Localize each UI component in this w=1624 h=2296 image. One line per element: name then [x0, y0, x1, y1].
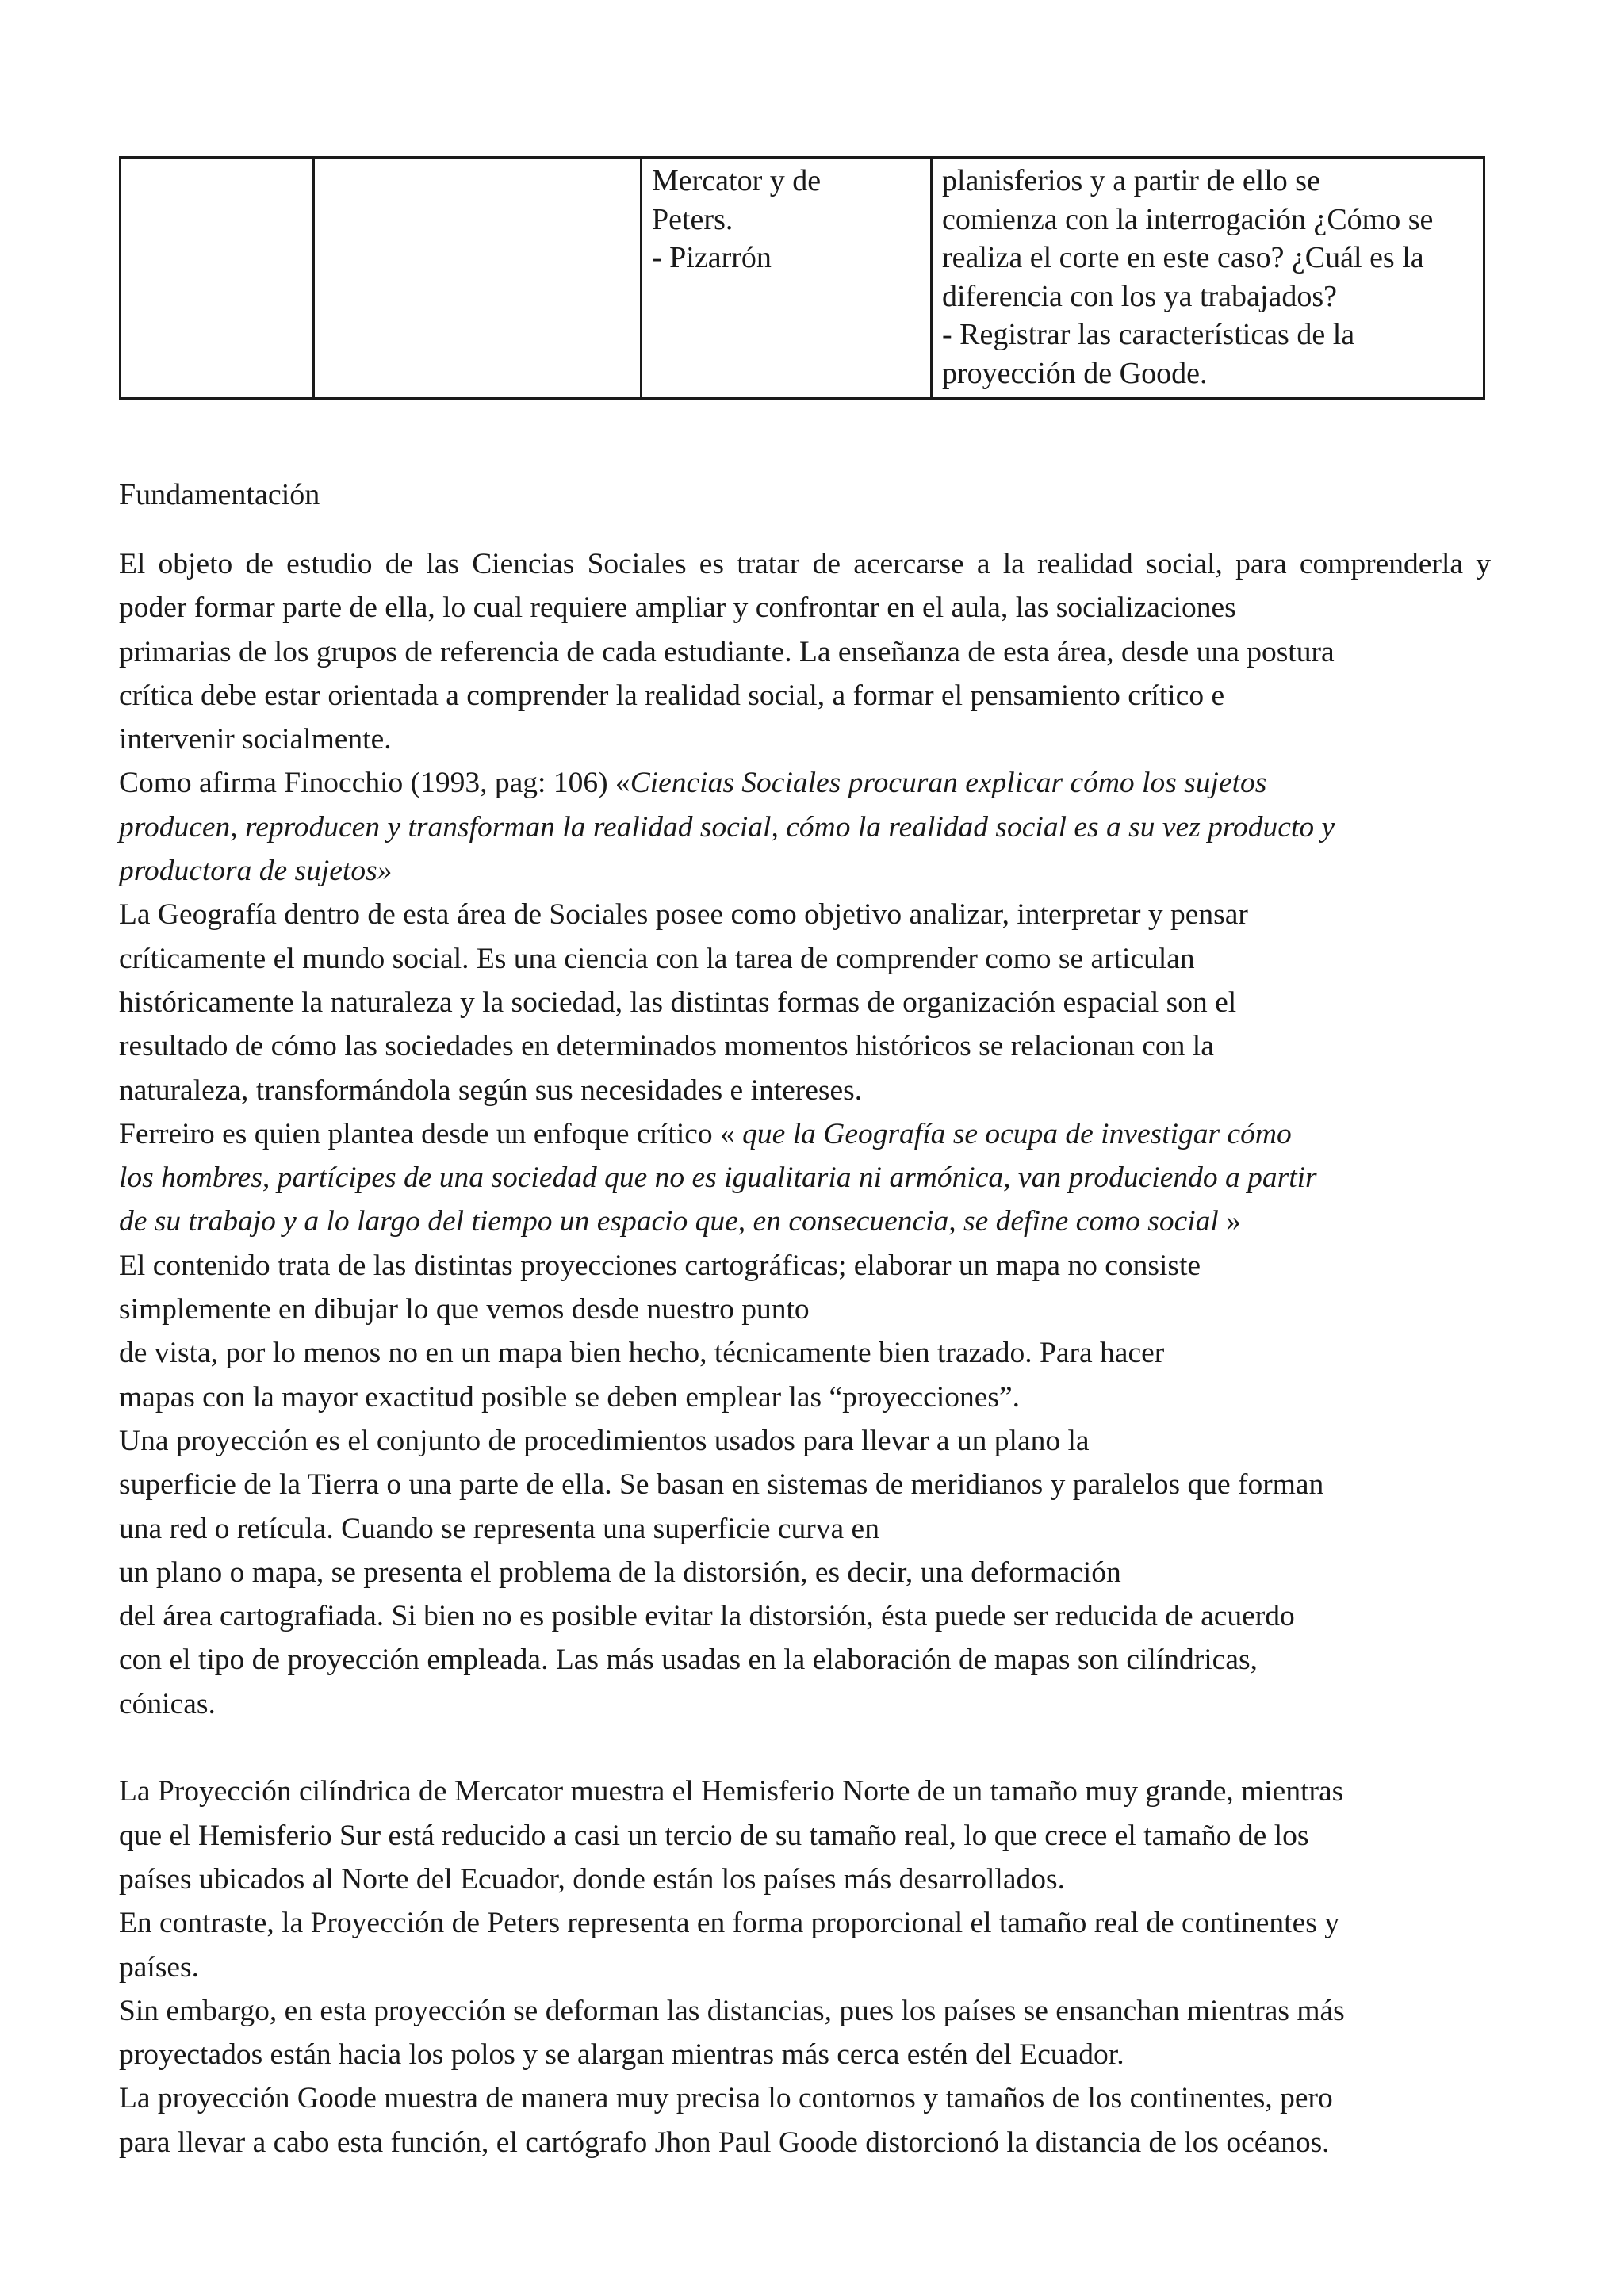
cell-line: Mercator y de — [652, 164, 822, 197]
text-line: intervenir socialmente. — [119, 723, 392, 756]
text-line: históricamente la naturaleza y la sociedad, las distintas formas de organización espacial son el — [119, 985, 1237, 1019]
paragraph-geografia — [119, 893, 1491, 1112]
table-row — [121, 158, 1484, 399]
quote-intro: Ferreiro es quien plantea desde un enfoque crítico « — [119, 1117, 743, 1150]
cell-line: realiza el corte en este caso? ¿Cuál es la — [942, 241, 1424, 274]
text-line: La Geografía dentro de esta área de Sociales posee como objetivo analizar, interpretar y pensar — [119, 898, 1248, 932]
text-line: Una proyección es el conjunto de procedimientos usados para llevar a un plano la — [119, 1424, 1090, 1457]
text-line: del área cartografiada. Si bien no es posible evitar la distorsión, ésta puede ser reducida de acuerdo — [119, 1600, 1295, 1633]
quote-text: de su trabajo y a lo largo del tiempo un espacio que, en consecuencia, se define como social — [119, 1205, 1227, 1238]
text-line: críticamente el mundo social. Es una ciencia con la tarea de comprender como se articulan — [119, 942, 1195, 975]
cell-line: Peters. — [652, 202, 733, 236]
text-line: mapas con la mayor exactitud posible se deben emplear las “proyecciones”. — [119, 1380, 1021, 1414]
text-line: Sin embargo, en esta proyección se deforman las distancias, pues los países se ensanchan mientras más — [119, 1994, 1345, 2027]
text-line — [119, 849, 1491, 893]
paragraph-proyecciones — [119, 1244, 1491, 1726]
text-line: La Proyección cilíndrica de Mercator muestra el Hemisferio Norte de un tamaño muy grande, mientras — [119, 1775, 1344, 1808]
text-line: primarias de los grupos de referencia de cada estudiante. La enseñanza de esta área, desde una postura — [119, 635, 1335, 668]
table-cell-empty-1 — [121, 158, 314, 399]
text-line — [119, 806, 1491, 849]
text-line: La proyección Goode muestra de manera muy precisa lo contornos y tamaños de los continentes, pero — [119, 2082, 1333, 2115]
text-line — [119, 761, 1491, 805]
quote-text: que la Geografía se ocupa de investigar cómo — [742, 1117, 1292, 1150]
cell-line: planisferios y a partir de ello se — [942, 164, 1320, 197]
text-line: cónicas. — [119, 1687, 216, 1720]
text-line: una red o retícula. Cuando se representa una superficie curva en — [119, 1512, 879, 1545]
paragraph-objeto — [119, 542, 1491, 761]
cell-line: diferencia con los ya trabajados? — [942, 279, 1337, 313]
quote-text: los hombres, partícipes de una sociedad que no es igualitaria ni armónica, van produciendo a partir — [119, 1161, 1317, 1195]
text-line: con el tipo de proyección empleada. Las más usadas en la elaboración de mapas son cilíndricas, — [119, 1644, 1258, 1677]
section-heading: Fundamentación — [119, 478, 320, 511]
cell-line: comienza con la interrogación ¿Cómo se — [942, 202, 1434, 236]
planning-table — [119, 156, 1485, 400]
text-line: El contenido trata de las distintas proyecciones cartográficas; elaborar un mapa no consiste — [119, 1249, 1201, 1282]
cell-line: proyección de Goode. — [942, 356, 1208, 390]
text-line: El objeto de estudio de las Ciencias Sociales es tratar de acercarse a la realidad social, para comprenderla y — [119, 548, 1491, 580]
paragraph-gap — [119, 1726, 1491, 1770]
text-line: un plano o mapa, se presenta el problema de la distorsión, es decir, una deformación — [119, 1556, 1121, 1589]
cell-line: - Pizarrón — [652, 241, 772, 274]
text-line: superficie de la Tierra o una parte de ella. Se basan en sistemas de meridianos y paralelos que forman — [119, 1468, 1324, 1502]
table-cell-empty-2 — [314, 158, 642, 399]
text-line: naturaleza, transformándola según sus necesidades e intereses. — [119, 1073, 863, 1107]
text-line: que el Hemisferio Sur está reducido a casi un tercio de su tamaño real, lo que crece el tamaño de los — [119, 1819, 1309, 1852]
text-line — [119, 1156, 1491, 1200]
quote-finocchio — [119, 761, 1491, 893]
paragraph-mercator-peters-goode — [119, 1770, 1491, 2164]
text-line: poder formar parte de ella, lo cual requiere ampliar y confrontar en el aula, las socializaciones — [119, 591, 1236, 625]
text-line: de vista, por lo menos no en un mapa bien hecho, técnicamente bien trazado. Para hacer — [119, 1337, 1165, 1370]
quote-intro: Como afirma Finocchio (1993, pag: 106) « — [119, 767, 630, 800]
text-line — [119, 1112, 1491, 1156]
cell-line: - Registrar las características de la — [942, 318, 1355, 351]
text-line: países ubicados al Norte del Ecuador, donde están los países más desarrollados. — [119, 1862, 1065, 1896]
body-text — [119, 542, 1491, 2164]
quote-text: productora de sujetos» — [119, 855, 393, 888]
quote-text: producen, reproducen y transforman la realidad social, cómo la realidad social es a su vez producto y — [119, 810, 1335, 844]
quote-close: » — [1226, 1205, 1241, 1238]
table-cell-activities — [932, 158, 1484, 399]
text-line: resultado de cómo las sociedades en determinados momentos históricos se relacionan con la — [119, 1030, 1214, 1063]
text-line: En contraste, la Proyección de Peters representa en forma proporcional el tamaño real de continentes y — [119, 1907, 1339, 1940]
text-line: para llevar a cabo esta función, el cartógrafo Jhon Paul Goode distorcionó la distancia de los océanos. — [119, 2126, 1330, 2159]
text-line: países. — [119, 1950, 200, 1984]
text-line: proyectados están hacia los polos y se alargan mientras más cerca estén del Ecuador. — [119, 2038, 1124, 2072]
text-line: simplemente en dibujar lo que vemos desde nuestro punto — [119, 1293, 810, 1326]
quote-ferreiro — [119, 1112, 1491, 1244]
text-line — [119, 1200, 1491, 1243]
quote-text: Ciencias Sociales procuran explicar cómo los sujetos — [630, 767, 1267, 800]
text-line: crítica debe estar orientada a comprender la realidad social, a formar el pensamiento crítico e — [119, 679, 1225, 712]
table-cell-resources — [642, 158, 932, 399]
